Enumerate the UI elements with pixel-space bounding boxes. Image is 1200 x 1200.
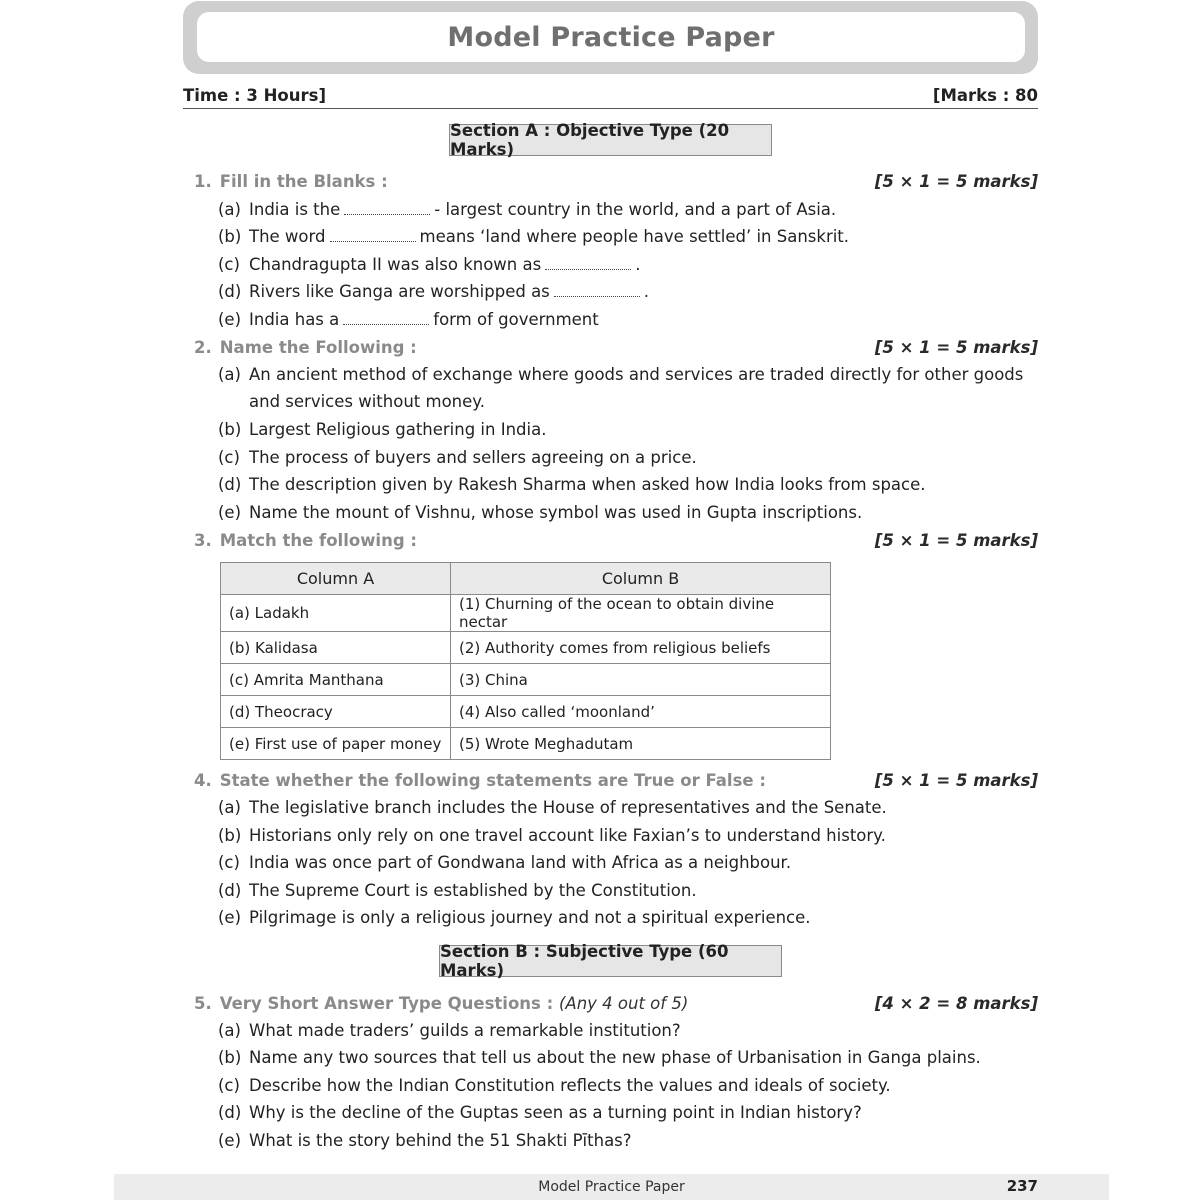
table-cell: (2) Authority comes from religious beliefs — [451, 632, 831, 664]
table-cell: (4) Also called ‘moonland’ — [451, 696, 831, 728]
fill-blank — [554, 283, 640, 297]
item-text: What made traders’ guilds a remarkable institution? — [249, 1021, 681, 1040]
item-text: Rivers like Ganga are worshipped as — [249, 282, 550, 301]
table-cell: (5) Wrote Meghadutam — [451, 728, 831, 760]
item-text: The legislative branch includes the House of representatives and the Senate. — [249, 798, 887, 817]
list-item — [218, 1017, 1040, 1044]
fill-blank — [330, 228, 416, 242]
page-title: Model Practice Paper — [447, 21, 775, 53]
table-cell: (b) Kalidasa — [221, 632, 451, 664]
list-item — [218, 1072, 1040, 1099]
title-banner — [197, 12, 1025, 62]
list-item — [218, 1127, 1040, 1154]
item-letter: (a) — [218, 1021, 241, 1040]
question-number: 2. — [194, 337, 212, 357]
table-cell: (a) Ladakh — [221, 595, 451, 632]
question-marks: [5 × 1 = 5 marks] — [874, 171, 1038, 191]
list-item — [218, 306, 1040, 333]
table-cell: (d) Theocracy — [221, 696, 451, 728]
question-number: 5. — [194, 993, 212, 1013]
question-4-heading — [194, 768, 1038, 792]
list-item — [218, 499, 1040, 526]
item-letter: (c) — [218, 255, 240, 274]
item-text: India was once part of Gondwana land with Africa as a neighbour. — [249, 853, 792, 872]
question-marks: [5 × 1 = 5 marks] — [874, 770, 1038, 790]
item-text: The description given by Rakesh Sharma when asked how India looks from space. — [249, 475, 926, 494]
item-letter: (c) — [218, 1076, 240, 1095]
item-text: The word — [249, 227, 326, 246]
section-a-heading: Section A : Objective Type (20 Marks) — [449, 124, 772, 156]
item-letter: (c) — [218, 853, 240, 872]
item-letter: (d) — [218, 475, 242, 494]
list-item — [218, 361, 1040, 415]
question-3-heading — [194, 528, 1038, 552]
section-b-heading: Section B : Subjective Type (60 Marks) — [439, 945, 782, 977]
table-cell: (c) Amrita Manthana — [221, 664, 451, 696]
marks-label: [Marks : 80 — [932, 86, 1038, 105]
item-letter: (e) — [218, 1131, 242, 1150]
page-number: 237 — [1006, 1177, 1038, 1195]
item-letter: (c) — [218, 448, 240, 467]
table-row — [221, 728, 831, 760]
item-text: Why is the decline of the Guptas seen as a turning point in Indian history? — [249, 1103, 862, 1122]
item-letter: (e) — [218, 503, 242, 522]
item-text: Name the mount of Vishnu, whose symbol was used in Gupta inscriptions. — [249, 503, 863, 522]
list-item — [218, 278, 1040, 305]
question-label: State whether the following statements are True or False : — [219, 770, 766, 790]
question-label: Fill in the Blanks : — [219, 171, 388, 191]
item-text: India is the — [249, 200, 341, 219]
list-item — [218, 877, 1040, 904]
table-cell: (3) China — [451, 664, 831, 696]
item-letter: (b) — [218, 420, 242, 439]
item-text: The process of buyers and sellers agreeing on a price. — [249, 448, 697, 467]
list-item — [218, 471, 1040, 498]
question-number: 3. — [194, 530, 212, 550]
list-item — [218, 904, 1040, 931]
item-text: . — [635, 255, 641, 274]
fill-blank — [545, 256, 631, 270]
question-number: 1. — [194, 171, 212, 191]
question-label: Match the following : — [219, 530, 417, 550]
item-letter: (b) — [218, 1048, 242, 1067]
question-1-heading — [194, 169, 1038, 193]
item-letter: (a) — [218, 200, 241, 219]
page-footer — [114, 1174, 1109, 1200]
table-cell: (e) First use of paper money — [221, 728, 451, 760]
question-2-heading — [194, 335, 1038, 359]
item-text: An ancient method of exchange where goods and services are traded directly for other goods and services without money. — [249, 365, 1024, 411]
column-b-header: Column B — [451, 563, 831, 595]
question-marks: [4 × 2 = 8 marks] — [874, 993, 1038, 1013]
item-text: India has a — [249, 310, 340, 329]
item-letter: (a) — [218, 365, 241, 384]
item-letter: (d) — [218, 282, 242, 301]
list-item — [218, 1099, 1040, 1126]
item-letter: (b) — [218, 227, 242, 246]
table-header-row — [221, 563, 831, 595]
question-number: 4. — [194, 770, 212, 790]
item-letter: (e) — [218, 908, 242, 927]
footer-title: Model Practice Paper — [538, 1179, 685, 1195]
item-text: Name any two sources that tell us about the new phase of Urbanisation in Ganga plains. — [249, 1048, 981, 1067]
list-item — [218, 196, 1040, 223]
question-marks: [5 × 1 = 5 marks] — [874, 337, 1038, 357]
question-label: Very Short Answer Type Questions : — [219, 993, 554, 1013]
item-text: Describe how the Indian Constitution reflects the values and ideals of society. — [249, 1076, 891, 1095]
item-letter: (e) — [218, 310, 242, 329]
list-item — [218, 849, 1040, 876]
fill-blank — [343, 311, 429, 325]
time-marks-row — [183, 86, 1038, 109]
table-row — [221, 595, 831, 632]
item-text: Pilgrimage is only a religious journey and not a spiritual experience. — [249, 908, 811, 927]
item-text: Chandragupta II was also known as — [249, 255, 542, 274]
item-text: . — [643, 282, 650, 301]
list-item — [218, 444, 1040, 471]
time-label: Time : 3 Hours] — [183, 86, 326, 105]
fill-blank — [344, 201, 430, 215]
question-5-heading — [194, 991, 1038, 1015]
list-item — [218, 822, 1040, 849]
match-table — [220, 562, 831, 760]
item-letter: (b) — [218, 826, 242, 845]
list-item — [218, 416, 1040, 443]
item-text: means ‘land where people have settled’ in Sanskrit. — [419, 227, 850, 246]
list-item — [218, 1044, 1040, 1071]
item-text: form of government — [433, 310, 599, 329]
column-a-header: Column A — [221, 563, 451, 595]
item-text: The Supreme Court is established by the Constitution. — [249, 881, 697, 900]
table-cell: (1) Churning of the ocean to obtain divine nectar — [451, 595, 831, 632]
item-letter: (a) — [218, 798, 241, 817]
question-subtext: (Any 4 out of 5) — [558, 993, 689, 1013]
item-text: - largest country in the world, and a part of Asia. — [434, 200, 837, 219]
list-item — [218, 223, 1040, 250]
item-letter: (d) — [218, 881, 242, 900]
table-row — [221, 664, 831, 696]
item-text: Historians only rely on one travel account like Faxian’s to understand history. — [249, 826, 886, 845]
item-text: What is the story behind the 51 Shakti Pīthas? — [249, 1131, 632, 1150]
item-letter: (d) — [218, 1103, 242, 1122]
item-text: Largest Religious gathering in India. — [249, 420, 547, 439]
list-item — [218, 251, 1040, 278]
table-row — [221, 632, 831, 664]
question-label: Name the Following : — [219, 337, 417, 357]
list-item — [218, 794, 1040, 821]
table-row — [221, 696, 831, 728]
question-marks: [5 × 1 = 5 marks] — [874, 530, 1038, 550]
